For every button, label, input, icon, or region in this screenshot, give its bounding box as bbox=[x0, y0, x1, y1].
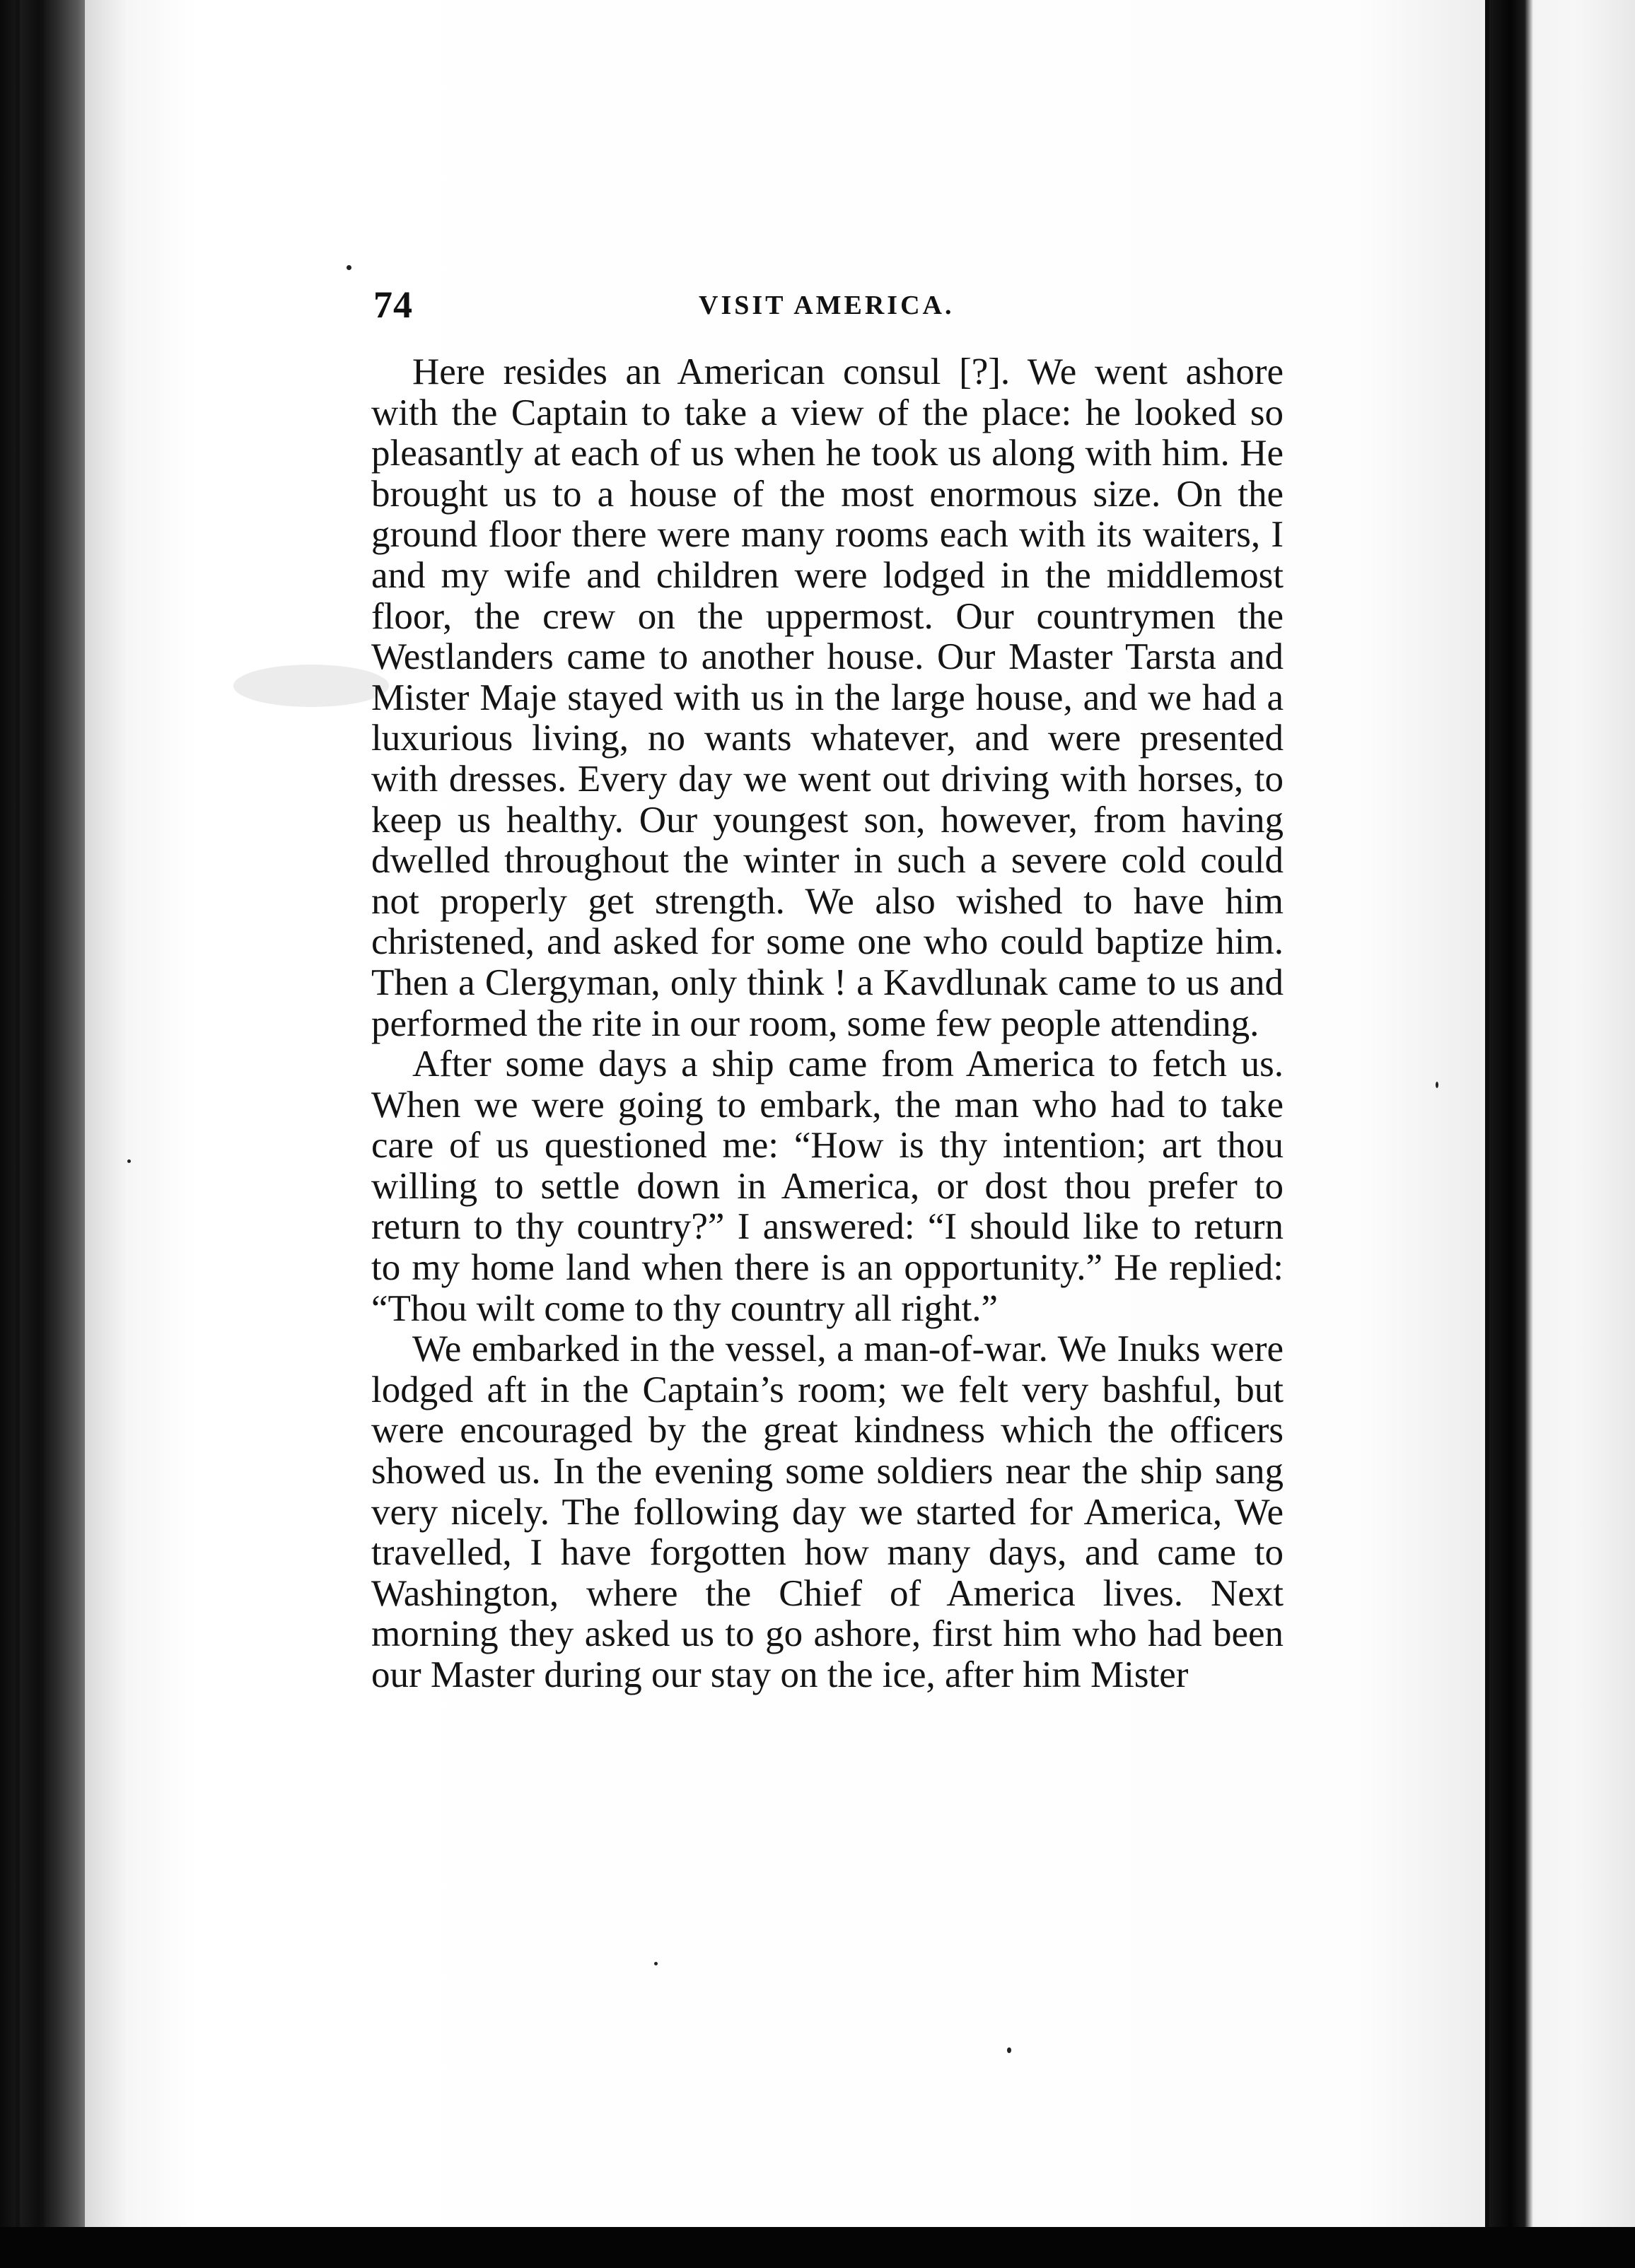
paper-speck bbox=[1436, 1082, 1438, 1088]
body-text bbox=[371, 352, 1284, 1696]
running-head: VISIT AMERICA. bbox=[699, 291, 955, 320]
facing-page-edge bbox=[1489, 0, 1635, 2268]
paper-stain bbox=[233, 665, 389, 707]
paper-speck bbox=[127, 1159, 131, 1163]
paper-speck bbox=[1007, 2047, 1011, 2053]
paper-speck bbox=[347, 265, 351, 270]
paragraph: We embarked in the vessel, a man-of-war. We Inuks were lodged aft in the Captain’s room; we felt very bashful, but were encouraged by the great kindness which the officers showed us. In the evening some soldiers near the ship sang very nicely. The following day we started for America, We travelled, I have forgotten how many days, and came to Washington, where the Chief of America lives. Next morning they asked us to go ashore, first him who had been our Master during our stay on the ice, after him Mister bbox=[371, 1328, 1284, 1695]
paragraph: After some days a ship came from America to fetch us. When we were going to embark, the man who had to take care of us questioned me: “How is thy intention; art thou willing to settle down in America, or dost thou prefer to return to thy country?” I answered: “I should like to return to my home land when there is an opportunity.” He replied: “Thou wilt come to thy country all right.” bbox=[371, 1044, 1284, 1329]
scan-bottom-border bbox=[0, 2227, 1635, 2268]
binding-edge-line bbox=[16, 0, 20, 2268]
binding-edge-line bbox=[41, 0, 44, 2268]
paragraph: Here resides an American consul [?]. We went ashore with the Captain to take a view of the place: he looked so pleasantly at each of us when he took us along with him. He brought us to a house of the most enormous size. On the ground floor there were many rooms each with its waiters, I and my wife and children were lodged in the middlemost floor, the crew on the uppermost. Our countrymen the Westlanders came to another house. Our Master Tarsta and Mister Maje stayed with us in the large house, and we had a luxurious living, no wants whatever, and were presented with dresses. Every day we went out driving with horses, to keep us healthy. Our youngest son, however, from having dwelled throughout the winter in such a severe cold could not properly get strength. We also wished to have him christened, and asked for some one who could baptize him. Then a Clergyman, only think ! a Kavdlunak came to us and performed the rite in our room, some few people attending. bbox=[371, 351, 1284, 1044]
paper-speck bbox=[654, 1962, 658, 1965]
page-number: 74 bbox=[373, 284, 413, 326]
page-header bbox=[373, 283, 1286, 332]
